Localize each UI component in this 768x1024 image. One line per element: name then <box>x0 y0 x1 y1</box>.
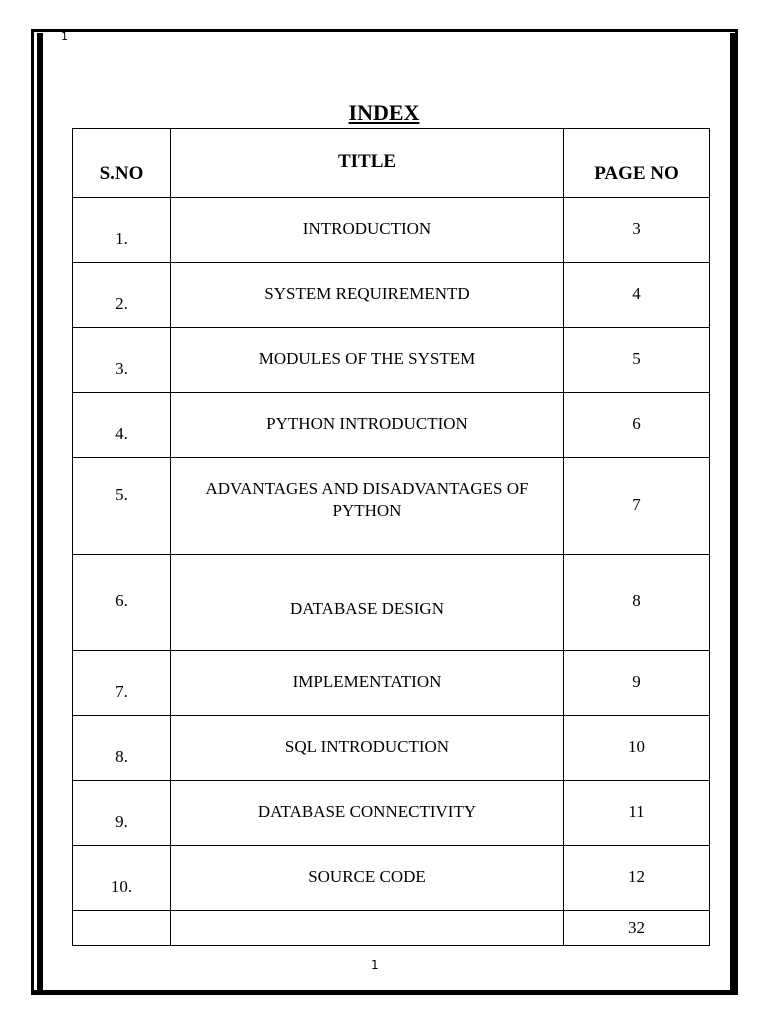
table-row <box>73 328 710 393</box>
row-sno <box>73 911 171 946</box>
row-page: 3 <box>564 198 710 263</box>
row-sno: 6. <box>73 555 171 651</box>
row-title: SQL INTRODUCTION <box>171 716 564 781</box>
row-sno: 2. <box>73 263 171 328</box>
row-sno: 8. <box>73 716 171 781</box>
row-page: 5 <box>564 328 710 393</box>
table-row <box>73 393 710 458</box>
table-row <box>73 263 710 328</box>
row-sno: 9. <box>73 781 171 846</box>
row-title: MODULES OF THE SYSTEM <box>171 328 564 393</box>
row-page: 6 <box>564 393 710 458</box>
column-header-title: TITLE <box>171 129 564 198</box>
row-title: DATABASE CONNECTIVITY <box>171 781 564 846</box>
table-header-row <box>73 129 710 198</box>
row-sno: 1. <box>73 198 171 263</box>
index-table <box>72 128 710 946</box>
footer-page-number: 1 <box>371 958 379 972</box>
table-row <box>73 555 710 651</box>
row-page: 8 <box>564 555 710 651</box>
table-row <box>73 716 710 781</box>
row-title: SYSTEM REQUIREMENTD <box>171 263 564 328</box>
row-title: INTRODUCTION <box>171 198 564 263</box>
table-row <box>73 198 710 263</box>
row-title <box>171 911 564 946</box>
row-title: SOURCE CODE <box>171 846 564 911</box>
row-page: 12 <box>564 846 710 911</box>
page-border-right-bar <box>730 33 735 991</box>
row-title: DATABASE DESIGN <box>171 555 564 651</box>
row-sno: 7. <box>73 651 171 716</box>
table-row <box>73 911 710 946</box>
row-sno: 5. <box>73 458 171 555</box>
column-header-page: PAGE NO <box>564 129 710 198</box>
row-page: 4 <box>564 263 710 328</box>
table-row <box>73 458 710 555</box>
header-page-number: 1 <box>61 30 68 43</box>
page-title: INDEX <box>348 100 420 125</box>
row-sno: 10. <box>73 846 171 911</box>
table-row <box>73 651 710 716</box>
row-sno: 4. <box>73 393 171 458</box>
row-title: IMPLEMENTATION <box>171 651 564 716</box>
row-title: PYTHON INTRODUCTION <box>171 393 564 458</box>
row-title: ADVANTAGES AND DISADVANTAGES OF PYTHON <box>171 458 564 555</box>
row-page: 11 <box>564 781 710 846</box>
column-header-sno: S.NO <box>73 129 171 198</box>
table-row <box>73 781 710 846</box>
row-sno: 3. <box>73 328 171 393</box>
row-page: 7 <box>564 458 710 555</box>
page-border-left-bar <box>37 33 43 991</box>
page-border-bottom-bar <box>33 990 737 993</box>
row-page: 10 <box>564 716 710 781</box>
row-page: 9 <box>564 651 710 716</box>
row-page: 32 <box>564 911 710 946</box>
table-row <box>73 846 710 911</box>
